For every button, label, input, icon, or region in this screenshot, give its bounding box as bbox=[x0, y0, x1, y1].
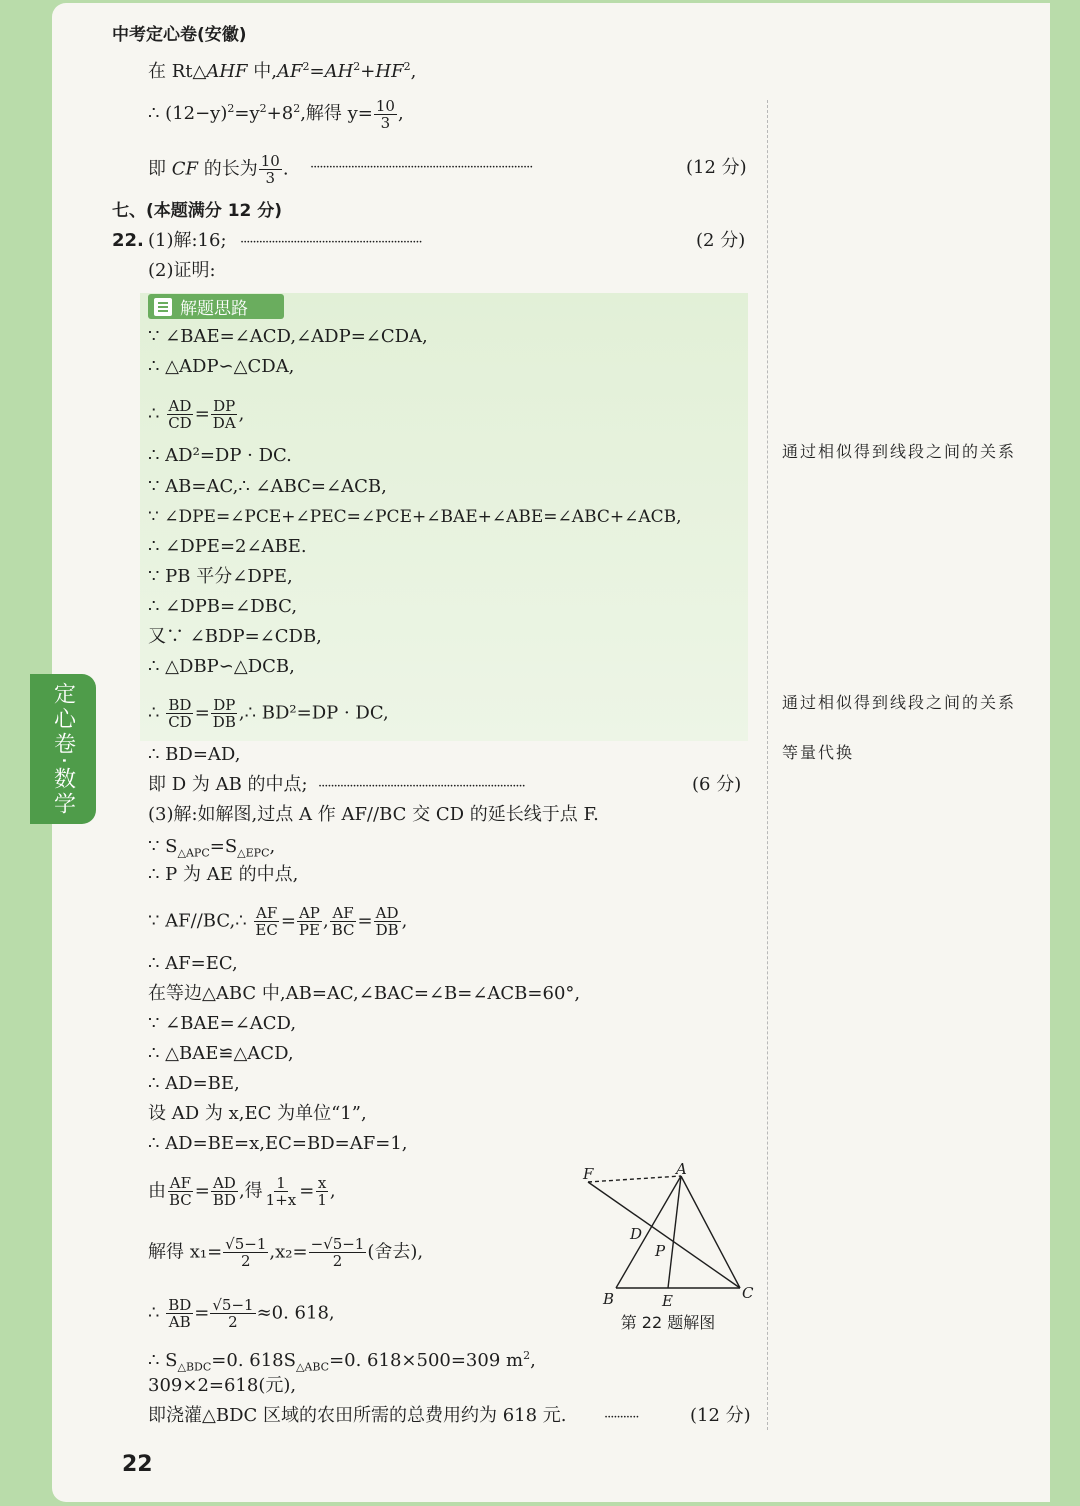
fraction: $\frac{AD}{CD}$ bbox=[168, 397, 192, 432]
fraction: $\frac{BD}{CD}$ bbox=[168, 696, 192, 731]
label-b: B bbox=[603, 1290, 615, 1308]
text-line: ∵ ∠BAE=∠ACD,∠ADP=∠CDA, bbox=[148, 326, 428, 347]
page-number: 22 bbox=[122, 1452, 153, 1477]
fraction: $\frac{DP}{DA}$ bbox=[212, 397, 236, 432]
text-line: ∵ ∠DPE=∠PCE+∠PEC=∠PCE+∠BAE+∠ABE=∠ABC+∠ACB, bbox=[148, 507, 682, 527]
label-f: F bbox=[583, 1165, 594, 1183]
question-number: 22. bbox=[112, 230, 144, 251]
fraction: $\frac{DP}{DB}$ bbox=[212, 696, 236, 731]
text-line: ∴ P 为 AE 的中点, bbox=[148, 864, 299, 885]
text-line: ∴ $(12-y)^2=y^2+8^2$,解得 y= $\frac{10}{3}$ , bbox=[148, 96, 404, 132]
leader-dots: ··········· bbox=[604, 1410, 639, 1425]
fraction: $\frac{x}{1}$ bbox=[317, 1174, 327, 1209]
text-line: 即 CF 的长为 $\frac{10}{3}$ . bbox=[148, 152, 289, 187]
fraction: $\frac{-√5-1}{2}$ bbox=[310, 1235, 365, 1270]
text-line: ∵ AF//BC,∴ $\frac{AF}{EC}$ = $\frac{AP}{PE}$ , $\frac{AF}{BC}$ = $\frac{AD}{DB}$ , bbox=[148, 904, 408, 939]
text-line: ∴ △BAE≌△ACD, bbox=[148, 1043, 294, 1064]
geometry-figure bbox=[578, 1160, 758, 1340]
margin-note: 等量代换 bbox=[782, 743, 855, 762]
text-line: 又∵ ∠BDP=∠CDB, bbox=[148, 626, 322, 647]
label-a: A bbox=[676, 1160, 687, 1178]
text-line: ∵ ∠BAE=∠ACD, bbox=[148, 1013, 297, 1034]
score-label: (2 分) bbox=[696, 230, 746, 251]
fraction: $\frac{1}{1+x}$ bbox=[265, 1174, 297, 1209]
fraction: $\frac{√5-1}{2}$ bbox=[225, 1235, 267, 1270]
text-line: ∵ $S_{\triangle APC}=S_{\triangle EPC}$, bbox=[148, 836, 276, 860]
margin-note: 通过相似得到线段之间的关系 bbox=[782, 693, 1017, 712]
side-ab bbox=[616, 1176, 681, 1288]
text-line: 309×2=618(元), bbox=[148, 1375, 297, 1396]
text-line: ∴ AF=EC, bbox=[148, 953, 238, 974]
text-line: ∴ $\frac{BD}{CD}$ = $\frac{DP}{DB}$ ,∴ BD²=DP · DC, bbox=[148, 696, 389, 731]
text-line: 即浇灌△BDC 区域的农田所需的总费用约为 618 元. bbox=[148, 1405, 567, 1426]
text-line: ∴ ∠DPB=∠DBC, bbox=[148, 596, 298, 617]
fraction: $\frac{AF}{BC}$ bbox=[331, 904, 355, 939]
text-line: (2)证明: bbox=[148, 260, 216, 281]
leader-dots: ·························································· bbox=[240, 235, 422, 250]
fraction: $\frac{AF}{BC}$ bbox=[169, 1174, 192, 1209]
score-label: (6 分) bbox=[692, 774, 742, 795]
margin-divider bbox=[767, 100, 768, 1430]
label-p: P bbox=[655, 1242, 666, 1260]
label-c: C bbox=[742, 1284, 754, 1302]
fraction: $\frac{AD}{DB}$ bbox=[375, 904, 399, 939]
fraction: $\frac{AP}{PE}$ bbox=[298, 904, 320, 939]
side-tab: 定心卷·数学 bbox=[30, 674, 96, 824]
text-line: 解得 x₁= $\frac{√5-1}{2}$ ,x₂= $\frac{-√5-1}{2}$ (舍去), bbox=[148, 1235, 424, 1270]
label-d: D bbox=[630, 1225, 643, 1243]
figure-caption: 第 22 题解图 bbox=[620, 1313, 716, 1332]
fraction: $\frac{10}{3}$ bbox=[375, 96, 395, 132]
text-line: ∴ △ADP∽△CDA, bbox=[148, 356, 295, 377]
fraction: $\frac{BD}{AB}$ bbox=[168, 1296, 192, 1331]
segment-ae bbox=[668, 1176, 681, 1288]
text-line: ∴ AD=BE, bbox=[148, 1073, 240, 1094]
text-line: 由 $\frac{AF}{BC}$ = $\frac{AD}{BD}$ ,得 $\frac{1}{1+x}$ = $\frac{x}{1}$ , bbox=[148, 1174, 336, 1209]
text-line: 即 D 为 AB 的中点; bbox=[148, 774, 308, 795]
side-ac bbox=[681, 1176, 740, 1288]
text-line: ∴ △DBP∽△DCB, bbox=[148, 656, 295, 677]
score-label: (12 分) bbox=[690, 1405, 751, 1426]
hint-label: 解题思路 bbox=[180, 299, 248, 319]
text-line: ∵ PB 平分∠DPE, bbox=[148, 566, 293, 587]
text-line: (3)解:如解图,过点 A 作 AF//BC 交 CD 的延长线于点 F. bbox=[148, 804, 599, 825]
text-line: 设 AD 为 x,EC 为单位“1”, bbox=[148, 1103, 367, 1124]
hint-banner bbox=[148, 294, 284, 319]
leader-dots: ·································································· bbox=[318, 779, 525, 794]
fraction: $\frac{AF}{EC}$ bbox=[255, 904, 278, 939]
section-title: 七、(本题满分 12 分) bbox=[112, 201, 283, 221]
text-line: ∴ BD=AD, bbox=[148, 744, 241, 765]
segment-fc bbox=[588, 1182, 740, 1288]
leader-dots: ······································································· bbox=[310, 160, 533, 175]
text-line: 在等边△ABC 中,AB=AC,∠BAC=∠B=∠ACB=60°, bbox=[148, 983, 581, 1004]
text-line: ∴ AD²=DP · DC. bbox=[148, 445, 292, 466]
text-line: ∴ $\frac{BD}{AB}$ = $\frac{√5-1}{2}$ ≈0. 618, bbox=[148, 1296, 335, 1331]
page-header: 中考定心卷(安徽) bbox=[112, 25, 247, 45]
text-line: ∵ AB=AC,∴ ∠ABC=∠ACB, bbox=[148, 476, 387, 497]
margin-note: 通过相似得到线段之间的关系 bbox=[782, 442, 1017, 461]
notepad-icon bbox=[154, 298, 172, 316]
text-line: ∴ ∠DPE=2∠ABE. bbox=[148, 536, 307, 557]
text-line: ∴ $\frac{AD}{CD}$ = $\frac{DP}{DA}$ , bbox=[148, 397, 245, 432]
segment-af bbox=[588, 1176, 681, 1182]
text-line: 在 Rt△AHF 中$,AF^2=AH^2+HF^2$, bbox=[148, 60, 417, 82]
fraction: $\frac{√5-1}{2}$ bbox=[212, 1296, 254, 1331]
label-e: E bbox=[662, 1292, 673, 1310]
fraction: $\frac{10}{3}$ bbox=[260, 152, 280, 187]
text-line: ∴ $S_{\triangle BDC}=0$. $618S_{\triangle ABC}=0$. 618×500=309 $m^2$, bbox=[148, 1349, 536, 1374]
score-label: (12 分) bbox=[686, 157, 747, 178]
text-line: ∴ AD=BE=x,EC=BD=AF=1, bbox=[148, 1133, 408, 1154]
text-line: (1)解:16; bbox=[148, 230, 227, 251]
fraction: $\frac{AD}{BD}$ bbox=[212, 1174, 236, 1209]
